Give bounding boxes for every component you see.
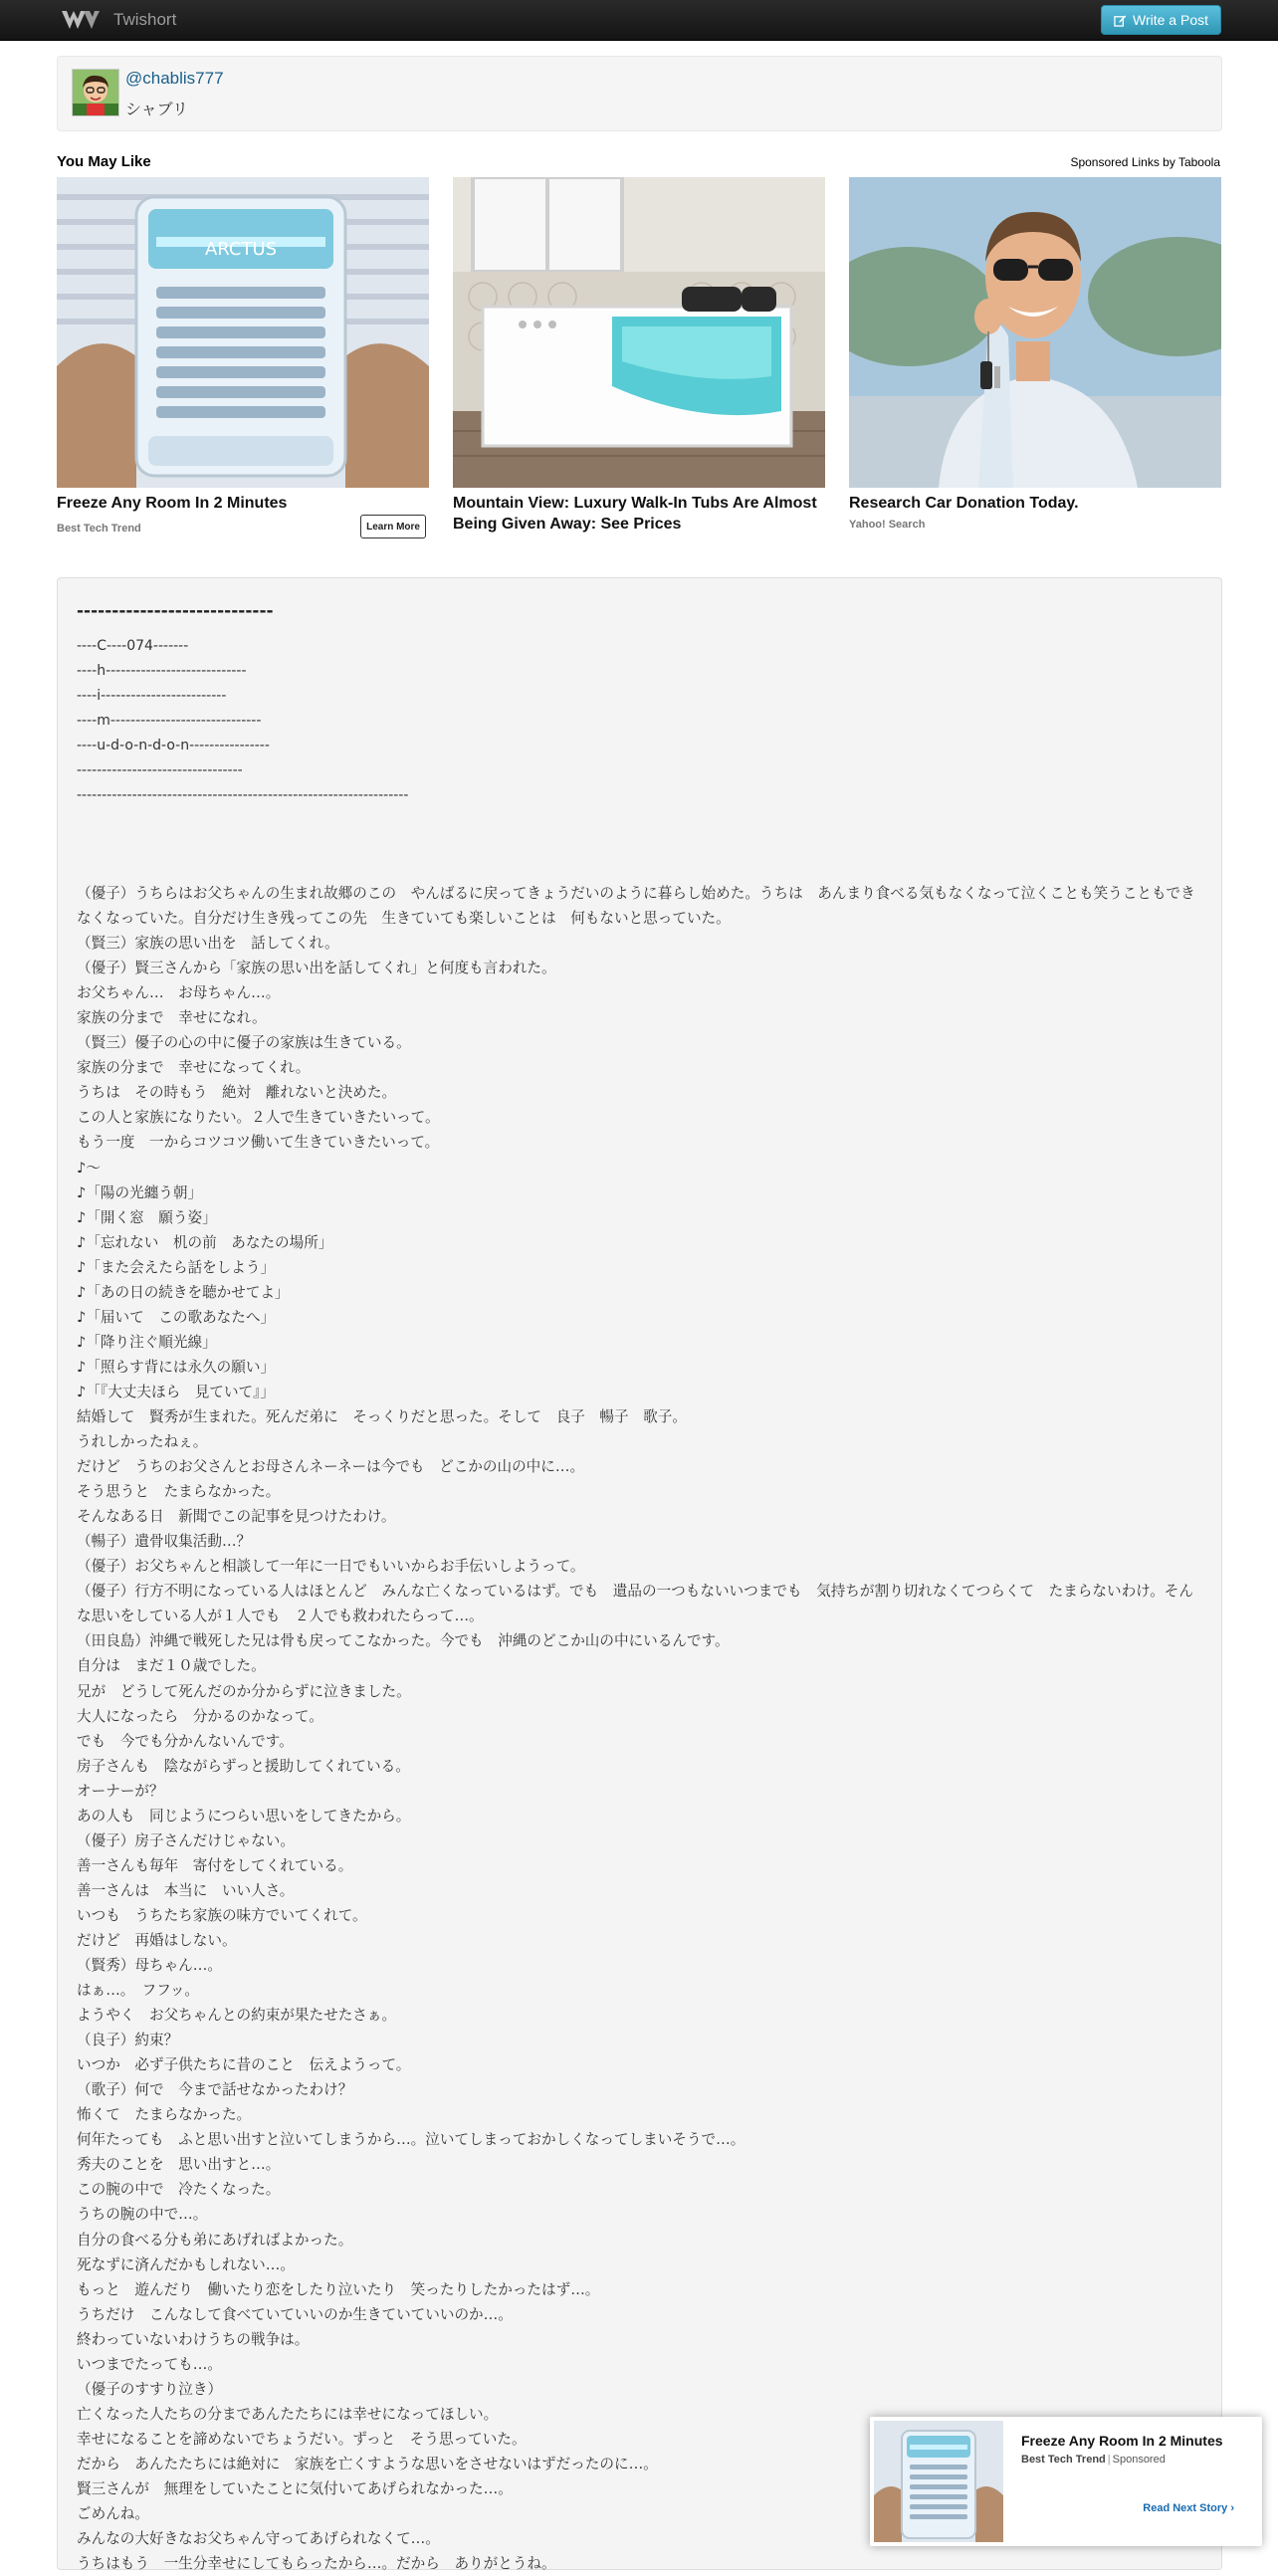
post-paragraph: うちの腕の中で…。 xyxy=(77,2206,208,2224)
sponsored-label: Sponsored xyxy=(1112,2454,1166,2466)
floating-ad-source: Best Tech Trend xyxy=(1021,2454,1106,2466)
post-paragraph: （良子）約束？ xyxy=(77,2032,179,2049)
post-paragraph: 幸せになることを諦めないでちょうだい。ずっと そう思っていた。 xyxy=(77,2430,527,2448)
post-paragraph: 賢三さんが 無理をしていたことに気付いてあげられなかった…。 xyxy=(77,2480,513,2497)
post-paragraph: ♪～ xyxy=(77,1159,101,1177)
post-paragraph: みんなの大好きなお父ちゃん守ってあげられなくて…。 xyxy=(77,2530,440,2548)
ad-image-tub[interactable] xyxy=(453,177,825,488)
avatar[interactable] xyxy=(72,69,119,116)
post-header-line: ----i------------------------- xyxy=(77,688,227,704)
post-paragraph: 房子さんも 陰ながらずっと援助してくれている。 xyxy=(77,1757,410,1775)
post-paragraph: （賢秀）母ちゃん…。 xyxy=(77,1957,222,1975)
post-paragraph: 家族の分まで 幸せになれ。 xyxy=(77,1009,267,1027)
post-header-line: ----m------------------------------ xyxy=(77,713,262,729)
post-header-line: ----C----074------- xyxy=(77,638,189,654)
post-paragraph: だけど 再婚はしない。 xyxy=(77,1931,237,1949)
post-header-line: ----u-d-o-n-d-o-n---------------- xyxy=(77,738,270,753)
floating-ad[interactable] xyxy=(870,2417,1262,2546)
post-paragraph: ようやく お父ちゃんとの約束が果たせたさぁ。 xyxy=(77,2007,397,2025)
post-paragraph: ♪「開く窓 願う姿」 xyxy=(77,1208,217,1226)
ad-image-car-donation[interactable] xyxy=(849,177,1221,488)
post-paragraph: 自分は まだ１０歳でした。 xyxy=(77,1657,266,1675)
write-post-label: Write a Post xyxy=(1133,12,1208,28)
post-paragraph: 家族の分まで 幸せになってくれ。 xyxy=(77,1059,311,1077)
post-paragraph: うちだけ こんなして食べていていいのか生きていていいのか…。 xyxy=(77,2305,513,2323)
post-paragraph: そう思うと たまらなかった。 xyxy=(77,1483,281,1501)
learn-more-button[interactable]: Learn More xyxy=(360,515,426,538)
post-paragraph: だけど うちのお父さんとお母さんネーネーは今でも どこかの山の中に…。 xyxy=(77,1458,585,1476)
post-paragraph: 善一さんは 本当に いい人さ。 xyxy=(77,1881,295,1899)
recommended-header xyxy=(57,153,1220,171)
post-heading: ---------------------------- xyxy=(77,601,274,621)
post-paragraph: （優子のすすり泣き） xyxy=(77,2380,223,2398)
post-paragraph: ♪「忘れない 机の前 あなたの場所」 xyxy=(77,1233,333,1251)
post-paragraph: ♪「陽の光纏う朝」 xyxy=(77,1183,203,1201)
post-paragraph: この腕の中で 冷たくなった。 xyxy=(77,2181,281,2199)
post-paragraph: うれしかったねぇ。 xyxy=(77,1433,208,1451)
post-paragraph: （田良島）沖縄で戦死した兄は骨も戻ってこなかった。今でも 沖縄のどこか山の中にいるんです。 xyxy=(77,1632,730,1650)
post-paragraph: オーナーが？ xyxy=(77,1782,164,1800)
post-paragraph: だから あんたたちには絶対に 家族を亡くすような思いをさせないはずだったのに…。 xyxy=(77,2455,658,2472)
post-paragraph: お父ちゃん… お母ちゃん…。 xyxy=(77,984,281,1002)
post-paragraph: ♪「『大丈夫ほら 見ていて』」 xyxy=(77,1383,276,1400)
post-paragraph: ♪「降り注ぐ順光線」 xyxy=(77,1333,217,1351)
post-paragraph: （優子）うちらはお父ちゃんの生まれ故郷のこの やんばるに戻ってきょうだいのように暮らし始めた。うちは あんまり食べる気もなくなって泣くことも笑うこともできなくなっていた。自分だけ生き残ってこの先 生きていても楽しいことは 何もないと思っていた。 xyxy=(77,885,1195,928)
read-next-story-link[interactable] xyxy=(1143,2502,1234,2514)
portable-cooler-image xyxy=(57,177,429,488)
post-paragraph: いつまでたっても…。 xyxy=(77,2355,222,2373)
brand-link[interactable] xyxy=(60,6,176,34)
svg-text:ARCTUS: ARCTUS xyxy=(204,239,278,260)
post-paragraph: ♪「照らす背には永久の願い」 xyxy=(77,1358,276,1376)
author-box xyxy=(57,56,1222,131)
post-paragraph: いつも うちたち家族の味方でいてくれて。 xyxy=(77,1906,367,1924)
floating-ad-title[interactable]: Freeze Any Room In 2 Minutes xyxy=(1021,2433,1223,2449)
ad-card-title[interactable]: Mountain View: Luxury Walk-In Tubs Are Almost Being Given Away: See Prices xyxy=(453,495,817,533)
ad-card-walk-in-tub[interactable] xyxy=(453,177,825,547)
floating-ad-source-line xyxy=(1021,2454,1166,2466)
post-paragraph: （暢子）遺骨収集活動…？ xyxy=(77,1533,252,1551)
post-paragraph: そんなある日 新聞でこの記事を見つけたわけ。 xyxy=(77,1508,396,1526)
portable-cooler-thumbnail xyxy=(874,2421,1003,2542)
ad-card-source: Best Tech Trend xyxy=(57,523,141,535)
post-paragraph: もう一度 一からコツコツ働いて生きていきたいって。 xyxy=(77,1134,440,1152)
ad-card-title[interactable]: Freeze Any Room In 2 Minutes xyxy=(57,495,288,512)
chevron-right-icon: › xyxy=(1230,2502,1234,2514)
post-paragraph: うちはもう 一生分幸せにしてもらったから…。だから ありがとうね。 xyxy=(77,2555,556,2573)
post-paragraph: （優子）行方不明になっている人はほとんど みんな亡くなっているはず。でも 遺品の一つもないいつまでも 気持ちが割り切れなくてつらくて たまらないわけ。そんな思いをしている人が１人でも ２人でも救われたらって…。 xyxy=(77,1583,1193,1625)
post-header-line: ----h---------------------------- xyxy=(77,663,247,679)
author-handle-link[interactable] xyxy=(125,69,224,89)
post-paragraph: 秀夫のことを 思い出すと…。 xyxy=(77,2156,281,2174)
sponsored-links-label[interactable]: Sponsored Links by Taboola xyxy=(1070,155,1220,169)
post-paragraph: （優子）お父ちゃんと相談して一年に一日でもいいからお手伝いしようって。 xyxy=(77,1558,585,1576)
ad-card-car-donation[interactable] xyxy=(849,177,1221,547)
floating-ad-image[interactable] xyxy=(874,2421,1003,2542)
author-display-name: シャブリ xyxy=(125,100,189,118)
post-paragraph: もっと 遊んだり 働いたり恋をしたり泣いたり 笑ったりしたかったはず…。 xyxy=(77,2280,600,2298)
post-paragraph: 自分の食べる分も弟にあげればよかった。 xyxy=(77,2231,353,2249)
man-with-keys-image xyxy=(849,177,1221,488)
post-paragraph: はぁ…。 フフッ。 xyxy=(77,1982,200,2000)
post-paragraph: あの人も 同じようにつらい思いをしてきたから。 xyxy=(77,1807,411,1825)
post-paragraph: でも 今でも分かんないんです。 xyxy=(77,1732,294,1750)
author-handle: chablis777 xyxy=(142,69,224,88)
ad-image-cooler[interactable] xyxy=(57,177,429,488)
post-header-line: ------------------------------------------------------------------ xyxy=(77,787,409,803)
edit-icon xyxy=(1114,14,1127,27)
post-paragraph: 何年たっても ふと思い出すと泣いてしまうから…。泣いてしまっておかしくなってしまいそうで…。 xyxy=(77,2131,746,2149)
read-next-label: Read Next Story xyxy=(1143,2502,1228,2514)
post-paragraph: ♪「また会えたら話をしよう」 xyxy=(77,1258,276,1276)
post-paragraph: ♪「あの日の続きを聴かせてよ」 xyxy=(77,1283,290,1301)
ad-card-cooler[interactable] xyxy=(57,177,429,547)
post-paragraph: 兄が どうして死んだのか分からずに泣きました。 xyxy=(77,1682,411,1700)
post-paragraph: この人と家族になりたい。２人で生きていきたいって。 xyxy=(77,1109,440,1127)
avatar-image xyxy=(73,70,118,115)
post-paragraph: ごめんね。 xyxy=(77,2505,149,2523)
post-paragraph: 怖くて たまらなかった。 xyxy=(77,2106,252,2124)
post-header-line: --------------------------------- xyxy=(77,762,243,778)
twishort-logo-icon xyxy=(60,8,104,32)
ad-card-title[interactable]: Research Car Donation Today. xyxy=(849,495,1079,512)
post-paragraph: うちは その時もう 絶対 離れないと決めた。 xyxy=(77,1084,397,1102)
post-paragraph: 結婚して 賢秀が生まれた。死んだ弟に そっくりだと思った。そして 良子 暢子 歌子。 xyxy=(77,1407,687,1425)
ad-card-source: Yahoo! Search xyxy=(849,519,926,531)
post-paragraph: いつか 必ず子供たちに昔のこと 伝えようって。 xyxy=(77,2056,411,2074)
top-navbar xyxy=(0,0,1278,41)
post-paragraph: （優子）賢三さんから「家族の思い出を話してくれ」と何度も言われた。 xyxy=(77,960,556,977)
post-paragraph: （歌子）何で 今まで話せなかったわけ？ xyxy=(77,2081,353,2099)
post-header-lines xyxy=(77,634,1201,808)
recommended-title: You May Like xyxy=(57,153,151,170)
post-paragraph: 終わっていないわけうちの戦争は。 xyxy=(77,2330,310,2348)
brand-name: Twishort xyxy=(113,10,177,29)
post-text xyxy=(77,881,1201,2576)
post-paragraph: 善一さんも毎年 寄付をしてくれている。 xyxy=(77,1856,353,1874)
post-paragraph: （賢三）優子の心の中に優子の家族は生きている。 xyxy=(77,1034,411,1052)
write-post-button[interactable] xyxy=(1101,5,1221,35)
post-paragraph: （賢三）家族の思い出を 話してくれ。 xyxy=(77,935,339,953)
post-paragraph: ♪「届いて この歌あなたへ」 xyxy=(77,1308,276,1326)
post-paragraph: 死なずに済んだかもしれない…。 xyxy=(77,2255,295,2273)
post-paragraph: 亡くなった人たちの分まであんたたちには幸せになってほしい。 xyxy=(77,2405,499,2423)
post-paragraph: （優子）房子さんだけじゃない。 xyxy=(77,1831,295,1849)
source-separator: | xyxy=(1107,2454,1111,2466)
post-container xyxy=(57,577,1222,2573)
walk-in-tub-image xyxy=(453,177,825,488)
handle-at-sign: @ xyxy=(125,69,143,88)
post-paragraph: 大人になったら 分かるのかなって。 xyxy=(77,1707,323,1725)
